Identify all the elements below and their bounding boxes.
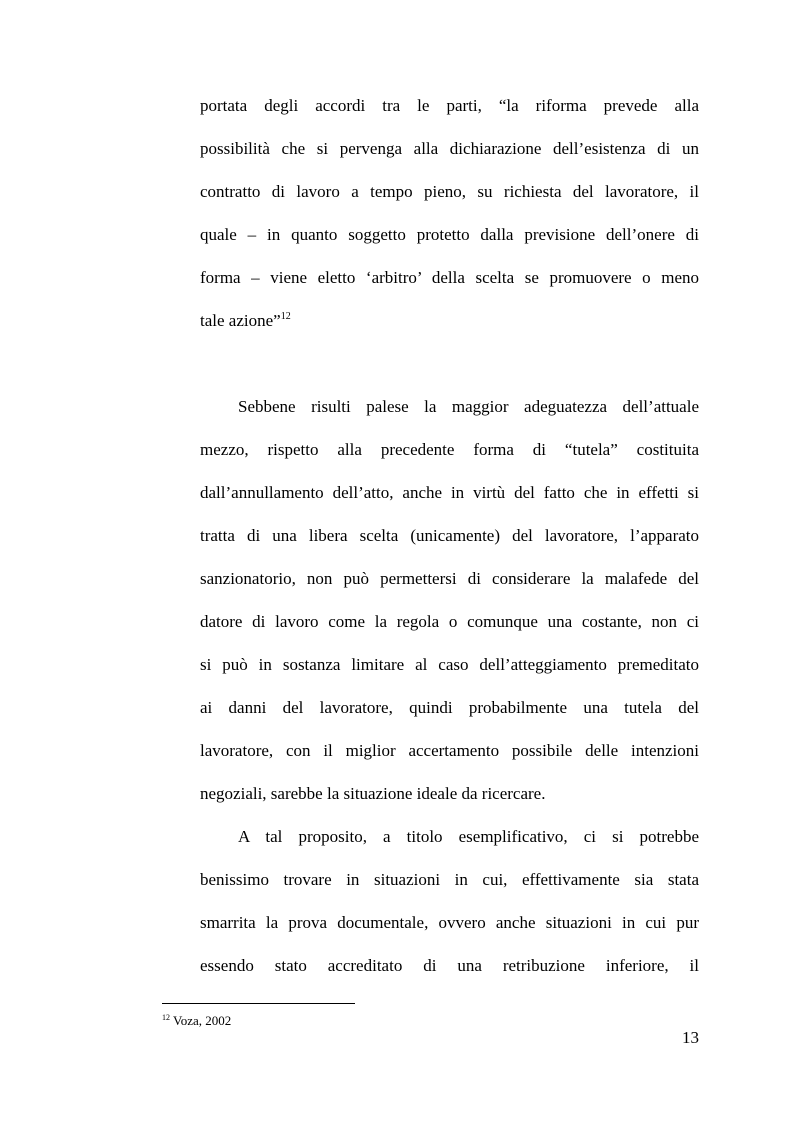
text-line: ai danni del lavoratore, quindi probabilmente una tutela del xyxy=(200,698,699,717)
text-line: Sebbene risulti palese la maggior adeguatezza dell’attuale xyxy=(238,397,699,416)
text-line: essendo stato accreditato di una retribuzione inferiore, il xyxy=(200,956,699,975)
text-line: quale – in quanto soggetto protetto dalla previsione dell’onere di xyxy=(200,225,699,244)
text-line-content: tale azione” xyxy=(200,311,281,330)
text-line: contratto di lavoro a tempo pieno, su richiesta del lavoratore, il xyxy=(200,182,699,201)
text-line: forma – viene eletto ‘arbitro’ della scelta se promuovere o meno xyxy=(200,268,699,287)
footnote xyxy=(162,1013,231,1029)
footnote-text: Voza, 2002 xyxy=(173,1013,232,1028)
text-line: datore di lavoro come la regola o comunque una costante, non ci xyxy=(200,612,699,631)
text-line: sanzionatorio, non può permettersi di considerare la malafede del xyxy=(200,569,699,588)
text-line: benissimo trovare in situazioni in cui, effettivamente sia stata xyxy=(200,870,699,889)
footnote-divider xyxy=(162,1003,355,1004)
text-line: dall’annullamento dell’atto, anche in virtù del fatto che in effetti si xyxy=(200,483,699,502)
page-number: 13 xyxy=(682,1028,699,1047)
text-line: negoziali, sarebbe la situazione ideale da ricercare. xyxy=(200,784,546,803)
text-line xyxy=(200,310,699,332)
text-line: si può in sostanza limitare al caso dell’atteggiamento premeditato xyxy=(200,655,699,674)
text-line: mezzo, rispetto alla precedente forma di “tutela” costituita xyxy=(200,440,699,459)
text-line: portata degli accordi tra le parti, “la riforma prevede alla xyxy=(200,96,699,115)
text-line: possibilità che si pervenga alla dichiarazione dell’esistenza di un xyxy=(200,139,699,158)
text-line: tratta di una libera scelta (unicamente) del lavoratore, l’apparato xyxy=(200,526,699,545)
text-line: A tal proposito, a titolo esemplificativo, ci si potrebbe xyxy=(238,827,699,846)
footnote-marker: 12 xyxy=(162,1013,170,1022)
footnote-reference[interactable]: 12 xyxy=(280,311,291,322)
text-line: smarrita la prova documentale, ovvero anche situazioni in cui pur xyxy=(200,913,699,932)
text-line: lavoratore, con il miglior accertamento possibile delle intenzioni xyxy=(200,741,699,760)
